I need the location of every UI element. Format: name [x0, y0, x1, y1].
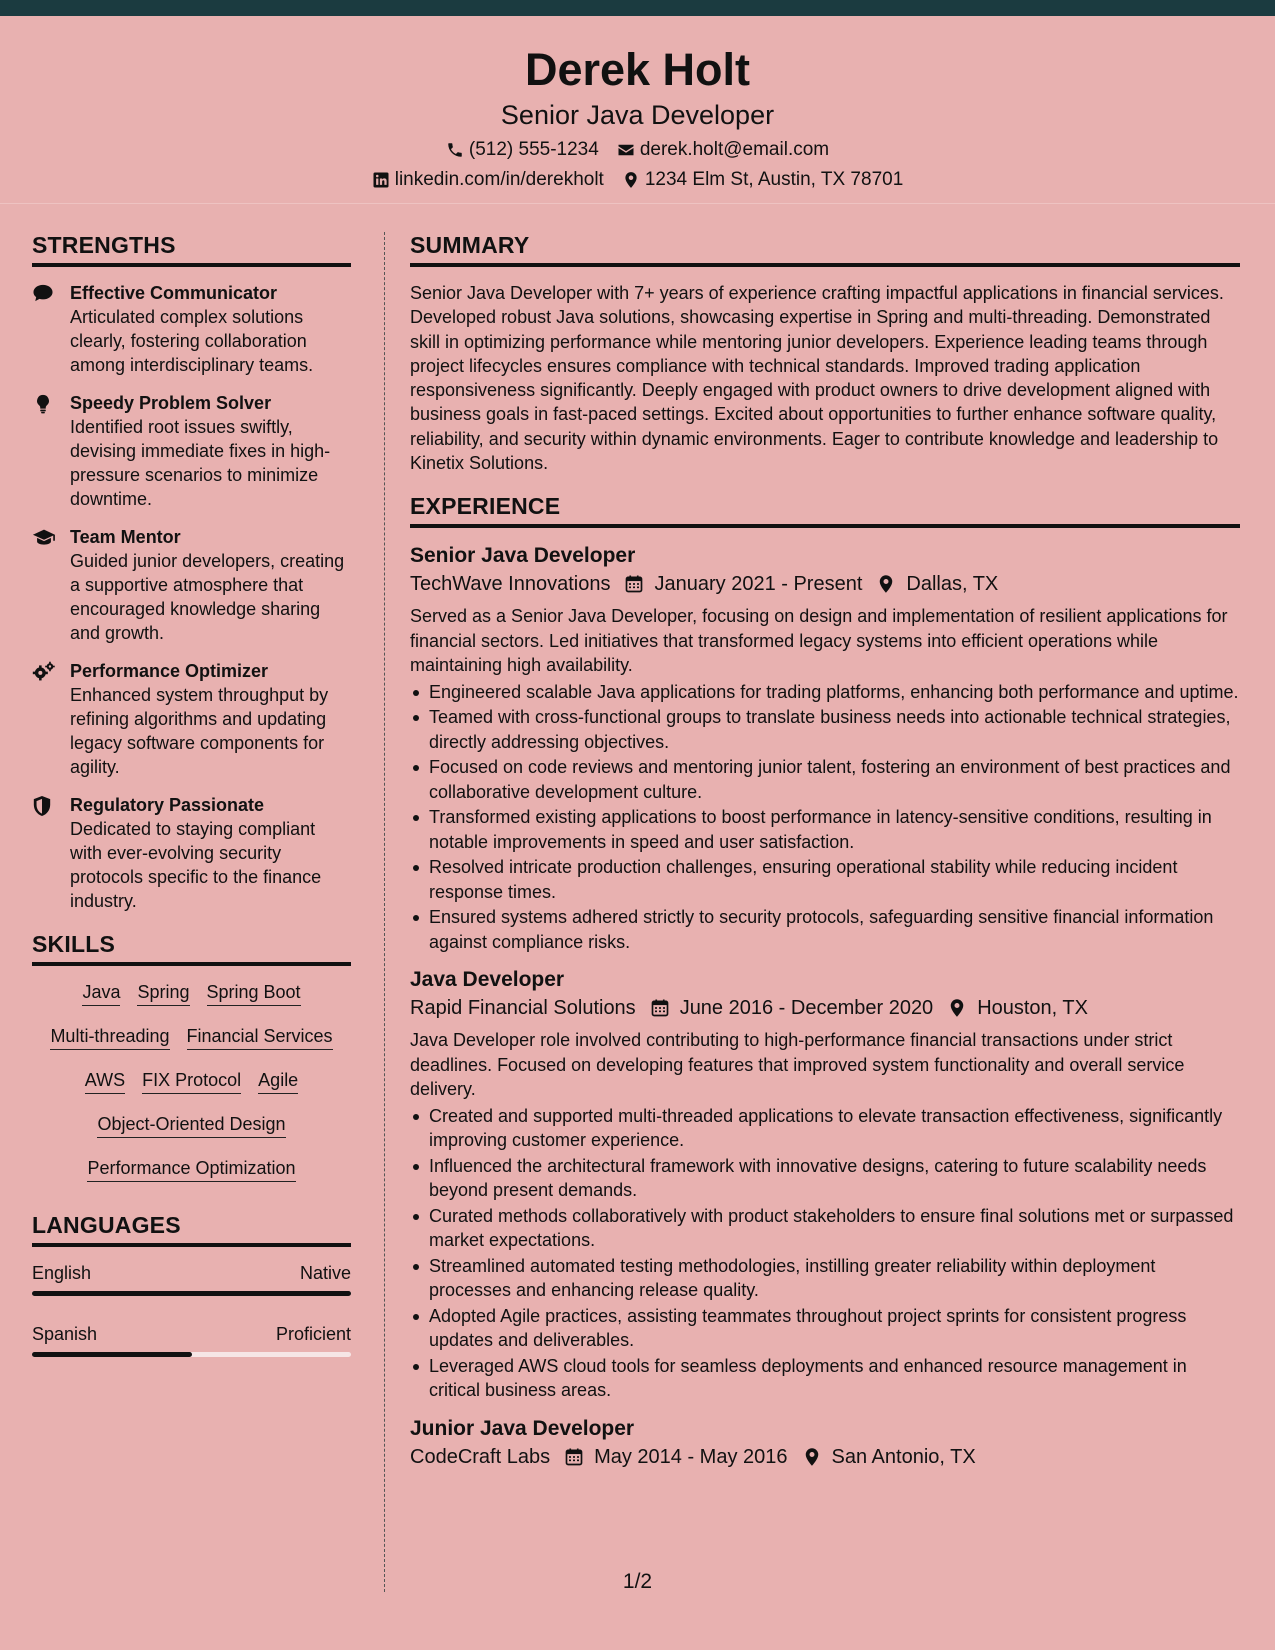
- address-contact: [622, 168, 903, 192]
- skill-tag: Performance Optimization: [87, 1156, 295, 1182]
- job-bullet: Curated methods collaboratively with product stakeholders to ensure final solutions met or surpassed market expectations.: [410, 1204, 1240, 1253]
- job-location: Houston, TX: [977, 997, 1088, 1020]
- strength-desc: Identified root issues swiftly, devising immediate fixes in high-pressure scenarios to minimize downtime.: [70, 417, 331, 509]
- gears-icon: [32, 661, 56, 683]
- skill-tag: Object-Oriented Design: [97, 1112, 285, 1138]
- contact-line-1: [0, 138, 1275, 162]
- left-column: [32, 232, 351, 1383]
- skill-row: [32, 1068, 351, 1094]
- strength-desc: Dedicated to staying compliant with ever-evolving security protocols specific to the finance industry.: [70, 819, 322, 911]
- calendar-icon: [624, 574, 644, 594]
- strength-item: [32, 391, 351, 511]
- skill-tag: Financial Services: [187, 1024, 333, 1050]
- job-dates: May 2014 - May 2016: [594, 1445, 788, 1468]
- job-entry: [410, 1415, 1240, 1471]
- email-text[interactable]: derek.holt@email.com: [639, 139, 830, 160]
- language-bar-fill: [32, 1352, 192, 1357]
- linkedin-icon: [372, 171, 390, 189]
- graduation-cap-icon: [32, 527, 56, 547]
- language-item: [32, 1261, 351, 1296]
- language-name: English: [32, 1263, 92, 1283]
- email-contact[interactable]: [617, 138, 829, 162]
- summary-text: Senior Java Developer with 7+ years of experience crafting impactful applications in financial services. Developed robust Java solutions, showcasing expertise in Spring and multi-threading. Demonstrated skill in optimizing performance while mentoring junior developers. Experience leading teams through project lifecycles ensures compliance with technical standards. Improved trading application responsiveness significantly. Deeply engaged with product owners to drive development aligned with business goals in fast-paced settings. Excited about opportunities to further enhance software quality, reliability, and security within dynamic environments. Eager to contribute knowledge and leadership to Kinetix Solutions.: [410, 283, 1224, 474]
- skill-tag: Java: [82, 980, 120, 1006]
- skill-tag: FIX Protocol: [142, 1068, 241, 1094]
- phone-contact: [446, 138, 599, 162]
- skill-tag: AWS: [85, 1068, 125, 1094]
- column-divider: [384, 232, 385, 1592]
- strength-item: [32, 281, 351, 377]
- skill-row: [32, 1112, 351, 1138]
- strength-desc: Enhanced system throughput by refining algorithms and updating legacy software components for agility.: [70, 685, 329, 777]
- job-meta: [410, 570, 1240, 598]
- resume-header: [0, 16, 1275, 204]
- job-desc: Java Developer role involved contributing to high-performance financial transactions under strict deadlines. Focused on developing features that improved system functionality and overall service delivery.: [410, 1030, 1185, 1100]
- job-company: Rapid Financial Solutions: [410, 997, 636, 1020]
- top-accent-bar: [0, 0, 1275, 16]
- job-bullet: Teamed with cross-functional groups to translate business needs into actionable technical strategies, directly addressing objectives.: [410, 705, 1240, 754]
- job-bullet: Streamlined automated testing methodologies, instilling greater reliability within deployment processes and enhancing release quality.: [410, 1254, 1240, 1303]
- job-bullet: Influenced the architectural framework with innovative designs, catering to future scalability needs beyond present demands.: [410, 1154, 1240, 1203]
- strength-title: Performance Optimizer: [70, 661, 269, 681]
- candidate-name: Derek Holt: [524, 44, 751, 95]
- job-title: Java Developer: [410, 968, 565, 992]
- linkedin-contact[interactable]: [372, 168, 604, 192]
- skill-row: [32, 1024, 351, 1050]
- job-dates: January 2021 - Present: [654, 573, 863, 596]
- calendar-icon: [564, 1447, 584, 1467]
- job-company: CodeCraft Labs: [410, 1445, 551, 1468]
- language-bar: [32, 1352, 351, 1357]
- speech-bubble-icon: [32, 283, 54, 303]
- skill-row: [32, 980, 351, 1006]
- job-meta: [410, 1443, 1240, 1471]
- strength-title: Speedy Problem Solver: [70, 393, 272, 413]
- job-title: Senior Java Developer: [410, 544, 636, 568]
- map-pin-icon: [622, 171, 640, 189]
- job-entry: [410, 542, 1240, 954]
- job-bullet: Transformed existing applications to boost performance in latency-sensitive conditions, resulting in notable improvements in speed and user satisfaction.: [410, 805, 1240, 854]
- candidate-role: Senior Java Developer: [500, 100, 775, 130]
- strength-title: Regulatory Passionate: [70, 795, 265, 815]
- job-bullet: Leveraged AWS cloud tools for seamless deployments and enhanced resource management in critical business areas.: [410, 1354, 1240, 1403]
- language-name: Spanish: [32, 1324, 98, 1344]
- skills-title: SKILLS: [32, 931, 351, 966]
- job-bullet: Engineered scalable Java applications for trading platforms, enhancing both performance and uptime.: [410, 680, 1240, 705]
- strength-title: Team Mentor: [70, 527, 181, 547]
- strength-desc: Articulated complex solutions clearly, fostering collaboration among interdisciplinary teams.: [70, 307, 314, 375]
- strength-item: [32, 659, 351, 779]
- skill-tag: Agile: [258, 1068, 298, 1094]
- phone-icon: [446, 141, 464, 159]
- job-location: Dallas, TX: [906, 573, 999, 596]
- lightbulb-icon: [32, 393, 54, 415]
- summary-title: SUMMARY: [410, 232, 1240, 267]
- linkedin-text[interactable]: linkedin.com/in/derekholt: [394, 169, 604, 190]
- right-column: [410, 232, 1240, 1483]
- job-desc: Served as a Senior Java Developer, focusing on design and implementation of resilient applications for financial sectors. Led initiatives that transformed legacy systems into efficient operations while maintaining high availability.: [410, 606, 1228, 676]
- strength-item: [32, 793, 351, 913]
- job-bullet: Resolved intricate production challenges, ensuring operational stability while reducing incident response times.: [410, 855, 1240, 904]
- job-location: San Antonio, TX: [831, 1445, 976, 1468]
- job-bullet: Focused on code reviews and mentoring junior talent, fostering an environment of best practices and collaborative development culture.: [410, 755, 1240, 804]
- calendar-icon: [650, 998, 670, 1018]
- job-bullet: Ensured systems adhered strictly to security protocols, safeguarding sensitive financial information against compliance risks.: [410, 905, 1240, 954]
- job-meta: [410, 994, 1240, 1022]
- language-bar: [32, 1291, 351, 1296]
- skills-list: [32, 980, 351, 1182]
- language-bar-fill: [32, 1291, 351, 1296]
- skill-tag: Spring Boot: [207, 980, 301, 1006]
- page-number: 1/2: [622, 1570, 653, 1593]
- map-pin-icon: [876, 574, 896, 594]
- job-bullets: [410, 1104, 1240, 1403]
- strength-desc: Guided junior developers, creating a supportive atmosphere that encouraged knowledge sharing and growth.: [70, 551, 345, 643]
- contact-line-2: [0, 168, 1275, 192]
- phone-text: (512) 555-1234: [468, 139, 599, 160]
- skill-row: [32, 1156, 351, 1182]
- skill-tag: Multi-threading: [50, 1024, 169, 1050]
- job-bullet: Created and supported multi-threaded applications to elevate transaction effectiveness, significantly improving customer experience.: [410, 1104, 1240, 1153]
- language-level: Proficient: [275, 1324, 351, 1344]
- job-title: Junior Java Developer: [410, 1416, 635, 1440]
- language-item: [32, 1322, 351, 1357]
- job-bullet: Adopted Agile practices, assisting teammates throughout project sprints for consistent progress updates and deliverables.: [410, 1304, 1240, 1353]
- envelope-icon: [617, 141, 635, 159]
- job-bullets: [410, 680, 1240, 955]
- language-level: Native: [299, 1263, 351, 1283]
- strength-title: Effective Communicator: [70, 283, 278, 303]
- strength-item: [32, 525, 351, 645]
- map-pin-icon: [947, 998, 967, 1018]
- languages-title: LANGUAGES: [32, 1212, 351, 1247]
- skill-tag: Spring: [137, 980, 189, 1006]
- map-pin-icon: [802, 1447, 822, 1467]
- address-text: 1234 Elm St, Austin, TX 78701: [644, 169, 904, 190]
- job-company: TechWave Innovations: [410, 573, 611, 596]
- job-dates: June 2016 - December 2020: [679, 997, 934, 1020]
- experience-title: EXPERIENCE: [410, 493, 1240, 528]
- strengths-title: STRENGTHS: [32, 232, 351, 267]
- shield-icon: [32, 795, 52, 817]
- job-entry: [410, 966, 1240, 1403]
